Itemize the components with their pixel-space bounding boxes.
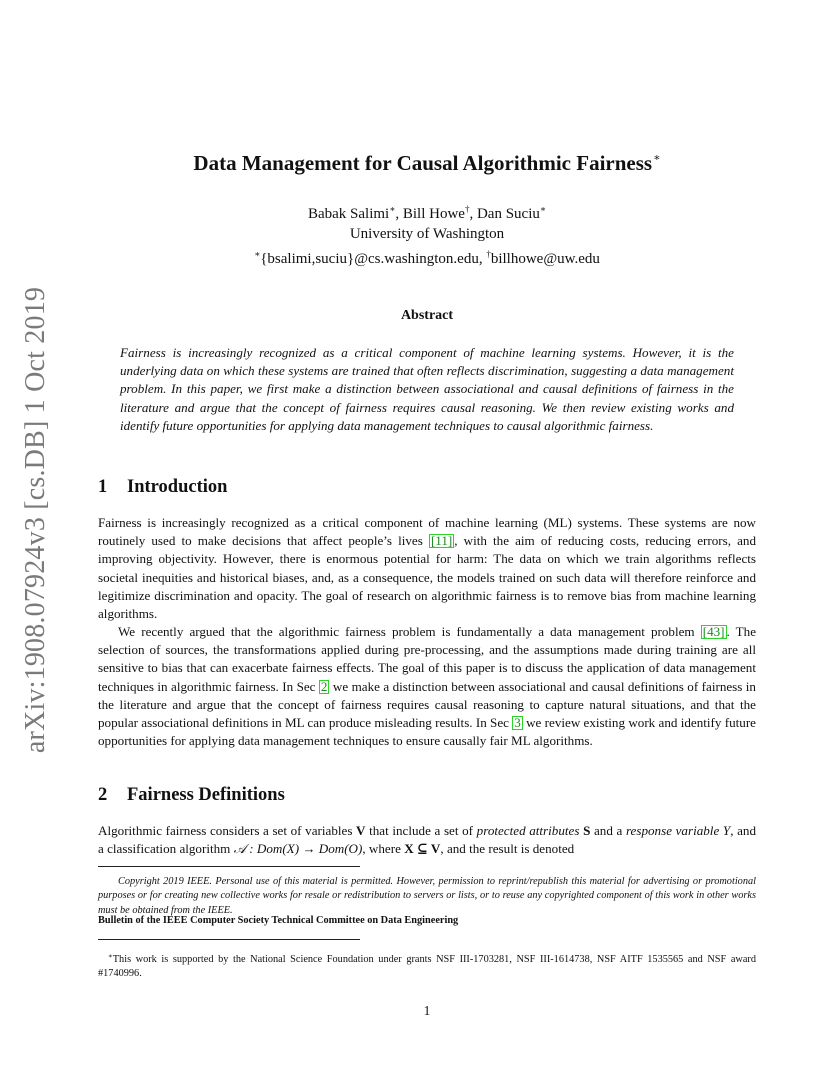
page-number: 1 (423, 1003, 431, 1018)
author-name: Dan Suciu (476, 206, 540, 222)
author-name: Bill Howe (402, 206, 465, 222)
arxiv-side-identifier-container (16, 286, 56, 754)
footnote-divider (98, 939, 360, 940)
funding-footnote: ∗This work is supported by the National Science Foundation under grants NSF III-1703281, NSF III-1614738, NSF AITF 1535565 and NSF award #1740996. (98, 952, 756, 980)
author-names: Babak Salimi∗, Bill Howe†, Dan Suciu∗ (307, 204, 546, 222)
abstract-text: Fairness is increasingly recognized as a critical component of machine learning systems. However, it is the underlying data on which these systems are trained that often reflects discrimination, suggesting a data management problem. In this paper, we first make a distinction between associational and causal definitions of fairness in the literature and argue that the concept of fairness requires causal reasoning. We then review existing works and identify future opportunities for applying data management techniques to causal algorithmic fairness. (120, 345, 734, 433)
section-reference-link[interactable]: 3 (514, 715, 521, 731)
paper-title: Data Management for Causal Algorithmic Fairness∗ (193, 151, 661, 175)
section-heading-introduction: 1 Introduction (98, 477, 228, 497)
author-emails: ∗{bsalimi,suciu}@cs.washington.edu, †billhowe@uw.edu (254, 249, 600, 267)
affiliation: University of Washington (349, 226, 505, 242)
bulletin-title: Bulletin of the IEEE Computer Society Technical Committee on Data Engineering (98, 915, 459, 926)
citation-link[interactable]: [43] (702, 624, 725, 639)
section-reference-link[interactable]: 2 (320, 678, 328, 694)
author-block (98, 199, 756, 269)
citation-link[interactable]: [11] (430, 533, 453, 549)
intro-paragraph-2: We recently argued that the algorithmic fairness problem is fundamentally a data management problem [43] . The selection of sources, the transformations applied during pre-processing, and the assumptions made during training are all sensitive to bias that can exacerbate fairness effects. The goal of this paper is to discuss the application of data management techniques in algorithmic fairness. In Sec 2 we make a distinction between associational and causal definitions of fairness in the literature and argue that the concept of fairness requires causal reasoning to capture natural situations, and that the popular associational definitions in ML can produce misleading results. In Sec 3 we review existing work and identify future opportunities for applying data management techniques to ensure causally fair ML algorithms. (98, 624, 757, 749)
abstract-heading: Abstract (400, 308, 454, 323)
fairness-paragraph-1: Algorithmic fairness considers a set of variables V that include a set of protected attributes S and a response variable Y, and a classification algorithm 𝒜 : Dom(X) → Dom(O), where X ⊆ V, and the result is denoted (98, 823, 756, 857)
intro-paragraph-1: Fairness is increasingly recognized as a critical component of machine learning (ML) systems. These systems are now routinely used to make decisions that affect people’s lives [11] , with the aim of reducing costs, reducing errors, and improving objectivity. However, there is enormous potential for harm: The data on which we train algorithms reflects societal inequities and historical biases, and, as a consequence, the models trained on such data will therefore reinforce and legitimize discrimination and opacity. The goal of research on algorithmic fairness is to remove bias from machine learning algorithms. (98, 515, 756, 622)
copyright-notice: Copyright 2019 IEEE. Personal use of this material is permitted. However, permission to reprint/republish this material for advertising or promotional purposes or for creating new collective works for resale or redistribution to servers or lists, or to reuse any copyrighted component of this work in other works must be obtained from the IEEE. (98, 876, 756, 916)
author-name: Babak Salimi (307, 206, 390, 222)
title-footnote-mark: ∗ (653, 152, 661, 164)
copyright-divider (98, 866, 360, 867)
arxiv-side-identifier: arXiv:1908.07924v3 [cs.DB] 1 Oct 2019 (20, 286, 52, 754)
section-heading-fairness-definitions: 2 Fairness Definitions (98, 785, 285, 805)
